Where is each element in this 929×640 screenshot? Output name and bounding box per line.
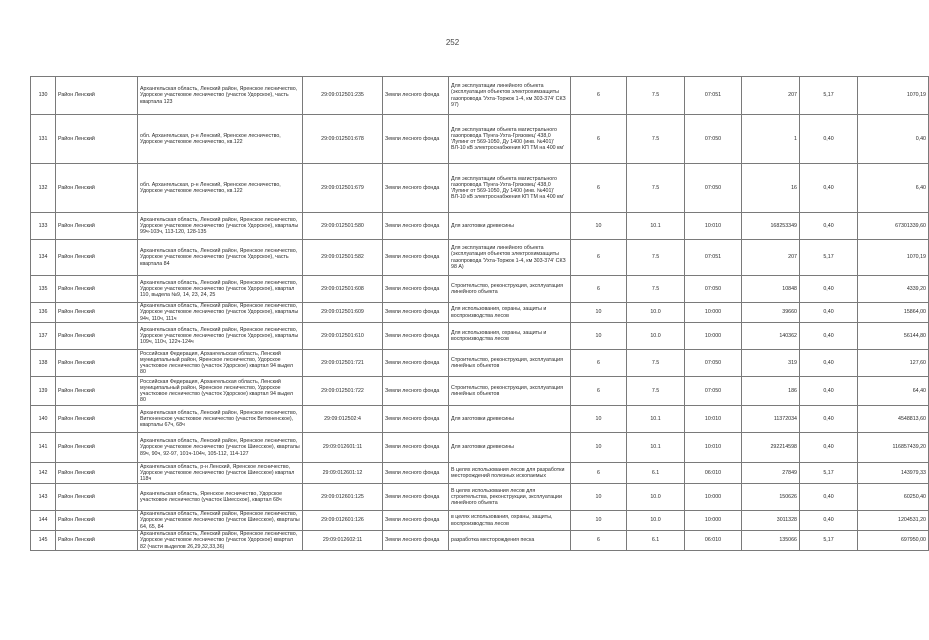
row-number-cell: 142 [31, 463, 56, 484]
rate-cell: 0,40 [800, 433, 858, 463]
area-cell: 39660 [742, 303, 800, 323]
use-subcode-cell: 7.5 [627, 276, 685, 303]
cadastral-value-cell: 15864,00 [858, 303, 929, 323]
table-row [31, 433, 929, 463]
use-code-cell: 10 [571, 323, 627, 350]
classifier-code-cell: 07:051 [685, 77, 742, 115]
location-cell: обл. Архангельская, р-н Ленский, Яренское лесничество, Удорское участковое лесничество, кв.122 [138, 115, 303, 164]
use-code-cell: 10 [571, 406, 627, 433]
table-row [31, 484, 929, 511]
row-number-cell: 131 [31, 115, 56, 164]
row-number-cell: 137 [31, 323, 56, 350]
rate-cell: 0,40 [800, 377, 858, 406]
land-category-cell: Земли лесного фонда [383, 323, 449, 350]
cadastral-value-cell: 116857439,20 [858, 433, 929, 463]
district-cell: Район Ленский [56, 350, 138, 377]
rate-cell: 0,40 [800, 303, 858, 323]
use-subcode-cell: 7.5 [627, 77, 685, 115]
cadastral-number-cell: 29:09:012501:610 [303, 323, 383, 350]
table-row [31, 276, 929, 303]
rate-cell: 0,40 [800, 276, 858, 303]
permitted-use-cell: разработка месторождения песка [449, 531, 571, 551]
table-row [31, 511, 929, 531]
cadastral-value-cell: 6,40 [858, 164, 929, 213]
table-row [31, 463, 929, 484]
land-category-cell: Земли лесного фонда [383, 531, 449, 551]
cadastral-number-cell: 29:09:012501:609 [303, 303, 383, 323]
location-cell: Архангельская область, Ленский район, Яренское лесничество, Витюненское участковое лесничество (участок Витюненское), кварталы 67ч, 68ч [138, 406, 303, 433]
land-category-cell: Земли лесного фонда [383, 276, 449, 303]
rate-cell: 0,40 [800, 115, 858, 164]
row-number-cell: 143 [31, 484, 56, 511]
row-number-cell: 134 [31, 240, 56, 276]
classifier-code-cell: 10:010 [685, 433, 742, 463]
use-subcode-cell: 10.1 [627, 213, 685, 240]
cadastral-number-cell: 29:09:012502:4 [303, 406, 383, 433]
cadastral-number-cell: 29:09:012501:608 [303, 276, 383, 303]
use-subcode-cell: 10.1 [627, 406, 685, 433]
use-subcode-cell: 6.1 [627, 463, 685, 484]
table-row [31, 323, 929, 350]
land-category-cell: Земли лесного фонда [383, 463, 449, 484]
location-cell: обл. Архангельская, р-н Ленский, Яренское лесничество, Удорское участковое лесничество, кв.122 [138, 164, 303, 213]
cadastral-number-cell: 29:09:012501:721 [303, 350, 383, 377]
district-cell: Район Ленский [56, 77, 138, 115]
classifier-code-cell: 10:010 [685, 213, 742, 240]
location-cell: Архангельская область, Ленский район, Яренское лесничество, Удорское участковое лесничество (участок Удорское), кварталы 94ч, 110ч, 111ч [138, 303, 303, 323]
cadastral-value-cell: 1070,19 [858, 240, 929, 276]
cadastral-number-cell: 29:09:012501:722 [303, 377, 383, 406]
classifier-code-cell: 10:010 [685, 406, 742, 433]
location-cell: Архангельская область, Ленский район, Яренское лесничество, Удорское участковое лесничество (участок Удорское), кварталы 109ч, 110ч, 122ч-124ч [138, 323, 303, 350]
rate-cell: 5,17 [800, 463, 858, 484]
location-cell: Архангельская область, р-н Ленский, Яренское лесничество, Удорское участковое лесничество (участок Шиесское) квартал 118ч [138, 463, 303, 484]
cadastral-value-cell: 143979,33 [858, 463, 929, 484]
row-number-cell: 135 [31, 276, 56, 303]
land-category-cell: Земли лесного фонда [383, 511, 449, 531]
permitted-use-cell: Для использования, охраны, защиты и воспроизводства лесов [449, 303, 571, 323]
location-cell: Архангельская область, Ленский район, Яренское лесничество, Удорское участковое лесничество (участок Удорское), часть квартала 123 [138, 77, 303, 115]
classifier-code-cell: 07:051 [685, 240, 742, 276]
classifier-code-cell: 10:000 [685, 323, 742, 350]
district-cell: Район Ленский [56, 511, 138, 531]
use-code-cell: 6 [571, 377, 627, 406]
row-number-cell: 139 [31, 377, 56, 406]
row-number-cell: 141 [31, 433, 56, 463]
land-category-cell: Земли лесного фонда [383, 303, 449, 323]
location-cell: Архангельская область, Ленский район, Яренское лесничество, Удорское участковое лесничество (участок Шиесское), кварталы 64, 65, 84 [138, 511, 303, 531]
use-subcode-cell: 10.0 [627, 511, 685, 531]
area-cell: 3011328 [742, 511, 800, 531]
district-cell: Район Ленский [56, 240, 138, 276]
classifier-code-cell: 07:050 [685, 164, 742, 213]
permitted-use-cell: в целях использования, охраны, защиты, воспроизводства лесов [449, 511, 571, 531]
use-subcode-cell: 7.5 [627, 377, 685, 406]
location-cell: Архангельская область, Ленский район, Яренское лесничество, Удорское участковое лесничество (участок Удорское), квартал 110, выдела №9, 14, 23, 24, 25 [138, 276, 303, 303]
row-number-cell: 132 [31, 164, 56, 213]
cadastral-value-cell: 1204531,20 [858, 511, 929, 531]
row-number-cell: 136 [31, 303, 56, 323]
rate-cell: 0,40 [800, 350, 858, 377]
district-cell: Район Ленский [56, 213, 138, 240]
row-number-cell: 138 [31, 350, 56, 377]
use-subcode-cell: 10.0 [627, 323, 685, 350]
permitted-use-cell: Строительство, реконструкция, эксплуатация линейных объектов [449, 350, 571, 377]
district-cell: Район Ленский [56, 531, 138, 551]
cadastral-number-cell: 29:09:012601:11 [303, 433, 383, 463]
area-cell: 292214598 [742, 433, 800, 463]
rate-cell: 0,40 [800, 213, 858, 240]
cadastral-number-cell: 29:09:012601:126 [303, 511, 383, 531]
area-cell: 10848 [742, 276, 800, 303]
area-cell: 207 [742, 240, 800, 276]
permitted-use-cell: Для эксплуатации объекта магистрального газопровода 'Пунга-Ухта-Грязовец' 438,0 'Лупинг от 569-1050, Ду 1400 (инв. №401)' ВЛ-10 кВ электроснабжения КП ТМ на 400 км' [449, 115, 571, 164]
use-code-cell: 10 [571, 484, 627, 511]
use-code-cell: 6 [571, 77, 627, 115]
use-code-cell: 6 [571, 276, 627, 303]
table-row [31, 77, 929, 115]
cadastral-value-cell: 127,60 [858, 350, 929, 377]
land-category-cell: Земли лесного фонда [383, 350, 449, 377]
rate-cell: 0,40 [800, 406, 858, 433]
use-code-cell: 10 [571, 303, 627, 323]
area-cell: 11372034 [742, 406, 800, 433]
cadastral-number-cell: 29:09:012501:580 [303, 213, 383, 240]
cadastral-value-cell: 4339,20 [858, 276, 929, 303]
cadastral-number-cell: 29:09:012601:125 [303, 484, 383, 511]
area-cell: 140362 [742, 323, 800, 350]
use-subcode-cell: 7.5 [627, 240, 685, 276]
permitted-use-cell: Для эксплуатации объекта магистрального газопровода 'Пунга-Ухта-Грязовец' 438,0 'Лупинг от 569-1050, Ду 1400 (инв. №401)' ВЛ-10 кВ электроснабжения КП ТМ на 400 км' [449, 164, 571, 213]
classifier-code-cell: 07:050 [685, 377, 742, 406]
permitted-use-cell: Для заготовки древесины [449, 406, 571, 433]
cadastral-value-cell: 4548813,60 [858, 406, 929, 433]
district-cell: Район Ленский [56, 276, 138, 303]
page-number: 252 [445, 38, 460, 47]
location-cell: Архангельская область, Ленский район, Яренское лесничество, Удорское участковое лесничество (участок Шиесское), кварталы 89ч, 90ч, 92-97, 101ч-104ч, 105-112, 114-127 [138, 433, 303, 463]
area-cell: 150626 [742, 484, 800, 511]
table-row [31, 164, 929, 213]
rate-cell: 0,40 [800, 323, 858, 350]
use-code-cell: 6 [571, 463, 627, 484]
rate-cell: 0,40 [800, 164, 858, 213]
table-row [31, 531, 929, 551]
permitted-use-cell: Для заготовки древесины [449, 213, 571, 240]
cadastral-value-cell: 0,40 [858, 115, 929, 164]
use-subcode-cell: 10.0 [627, 303, 685, 323]
cadastral-value-cell: 1070,19 [858, 77, 929, 115]
location-cell: Архангельская область, Ленский район, Яренское лесничество, Удорское участковое лесничество (участок Удорское), кварталы 99ч-103ч, 113-120, 128-135 [138, 213, 303, 240]
permitted-use-cell: Строительство, реконструкция, эксплуатация линейного объекта [449, 276, 571, 303]
area-cell: 207 [742, 77, 800, 115]
table-row [31, 377, 929, 406]
table-row [31, 213, 929, 240]
area-cell: 135066 [742, 531, 800, 551]
use-subcode-cell: 6.1 [627, 531, 685, 551]
land-category-cell: Земли лесного фонда [383, 377, 449, 406]
land-category-cell: Земли лесного фонда [383, 240, 449, 276]
rate-cell: 5,17 [800, 240, 858, 276]
land-category-cell: Земли лесного фонда [383, 77, 449, 115]
land-category-cell: Земли лесного фонда [383, 406, 449, 433]
row-number-cell: 145 [31, 531, 56, 551]
use-subcode-cell: 10.0 [627, 484, 685, 511]
rate-cell: 5,17 [800, 77, 858, 115]
land-category-cell: Земли лесного фонда [383, 213, 449, 240]
classifier-code-cell: 06:010 [685, 463, 742, 484]
use-subcode-cell: 10.1 [627, 433, 685, 463]
district-cell: Район Ленский [56, 377, 138, 406]
use-code-cell: 10 [571, 511, 627, 531]
location-cell: Российская Федерация, Архангельская область, Ленский муниципальный район, Яренское лесничество, Удорское участковое лесничество (участок Удорское) квартал 94 выдел 80 [138, 377, 303, 406]
use-code-cell: 10 [571, 213, 627, 240]
cadastral-value-cell: 60250,40 [858, 484, 929, 511]
classifier-code-cell: 10:000 [685, 484, 742, 511]
table-row [31, 406, 929, 433]
district-cell: Район Ленский [56, 303, 138, 323]
permitted-use-cell: В целях использования лесов для строительства, реконструкции, эксплуатации линейного объекта [449, 484, 571, 511]
cadastral-number-cell: 29:09:012602:11 [303, 531, 383, 551]
use-code-cell: 6 [571, 164, 627, 213]
classifier-code-cell: 06:010 [685, 531, 742, 551]
area-cell: 168253349 [742, 213, 800, 240]
use-code-cell: 6 [571, 115, 627, 164]
use-subcode-cell: 7.5 [627, 164, 685, 213]
cadastral-value-cell: 697950,00 [858, 531, 929, 551]
cadastral-number-cell: 29:09:012501:678 [303, 115, 383, 164]
cadastral-value-cell: 56144,80 [858, 323, 929, 350]
rate-cell: 5,17 [800, 531, 858, 551]
row-number-cell: 140 [31, 406, 56, 433]
cadastral-number-cell: 29:09:012501:582 [303, 240, 383, 276]
table-row [31, 303, 929, 323]
permitted-use-cell: Для эксплуатации линейного объекта (эксплуатация объектов электрохимзащиты газопровода 'Ухта-Торжок 1-4, км 303-374' СКЗ 98 А) [449, 240, 571, 276]
land-category-cell: Земли лесного фонда [383, 433, 449, 463]
district-cell: Район Ленский [56, 164, 138, 213]
row-number-cell: 130 [31, 77, 56, 115]
row-number-cell: 144 [31, 511, 56, 531]
area-cell: 16 [742, 164, 800, 213]
district-cell: Район Ленский [56, 115, 138, 164]
cadastral-number-cell: 29:09:012501:679 [303, 164, 383, 213]
use-subcode-cell: 7.5 [627, 350, 685, 377]
land-register-table [30, 76, 929, 551]
location-cell: Архангельская область, Ленский район, Яренское лесничество, Удорское участковое лесничество (участок Удорское), часть квартала 84 [138, 240, 303, 276]
land-category-cell: Земли лесного фонда [383, 484, 449, 511]
location-cell: Архангельская область, Яренское лесничество, Удорское участковое лесничество (участок Шиесское), квартал 68ч [138, 484, 303, 511]
use-code-cell: 10 [571, 433, 627, 463]
row-number-cell: 133 [31, 213, 56, 240]
use-code-cell: 6 [571, 240, 627, 276]
district-cell: Район Ленский [56, 406, 138, 433]
district-cell: Район Ленский [56, 433, 138, 463]
area-cell: 1 [742, 115, 800, 164]
table-row [31, 115, 929, 164]
location-cell: Архангельская область, Ленский район, Яренское лесничество, Удорское участковое лесничество (участок Удорское) квартал 82 (части выделов 26,29,32,33,36) [138, 531, 303, 551]
classifier-code-cell: 07:050 [685, 350, 742, 377]
district-cell: Район Ленский [56, 463, 138, 484]
cadastral-value-cell: 64,40 [858, 377, 929, 406]
permitted-use-cell: В целях использования лесов для разработки месторождений полезных ископаемых [449, 463, 571, 484]
cadastral-number-cell: 29:09:012501:235 [303, 77, 383, 115]
cadastral-value-cell: 67301339,60 [858, 213, 929, 240]
district-cell: Район Ленский [56, 323, 138, 350]
permitted-use-cell: Для эксплуатации линейного объекта (эксплуатация объектов электрохимзащиты газопровода 'Ухта-Торжок 1-4, км 303-374' СКЗ 97) [449, 77, 571, 115]
area-cell: 186 [742, 377, 800, 406]
classifier-code-cell: 07:050 [685, 115, 742, 164]
land-category-cell: Земли лесного фонда [383, 164, 449, 213]
location-cell: Российская Федерация, Архангельская область, Ленский муниципальный район, Яренское лесничество, Удорское участковое лесничество (участок Удорское) квартал 94 выдел 80 [138, 350, 303, 377]
permitted-use-cell: Строительство, реконструкция, эксплуатация линейных объектов [449, 377, 571, 406]
area-cell: 319 [742, 350, 800, 377]
classifier-code-cell: 10:000 [685, 511, 742, 531]
district-cell: Район Ленский [56, 484, 138, 511]
table-row [31, 240, 929, 276]
use-code-cell: 6 [571, 531, 627, 551]
use-subcode-cell: 7.5 [627, 115, 685, 164]
land-category-cell: Земли лесного фонда [383, 115, 449, 164]
rate-cell: 0,40 [800, 484, 858, 511]
classifier-code-cell: 10:000 [685, 303, 742, 323]
classifier-code-cell: 07:050 [685, 276, 742, 303]
use-code-cell: 6 [571, 350, 627, 377]
permitted-use-cell: Для использования, охраны, защиты и воспроизводства лесов [449, 323, 571, 350]
area-cell: 27849 [742, 463, 800, 484]
cadastral-number-cell: 29:09:012601:12 [303, 463, 383, 484]
permitted-use-cell: Для заготовки древесины [449, 433, 571, 463]
table-row [31, 350, 929, 377]
rate-cell: 0,40 [800, 511, 858, 531]
